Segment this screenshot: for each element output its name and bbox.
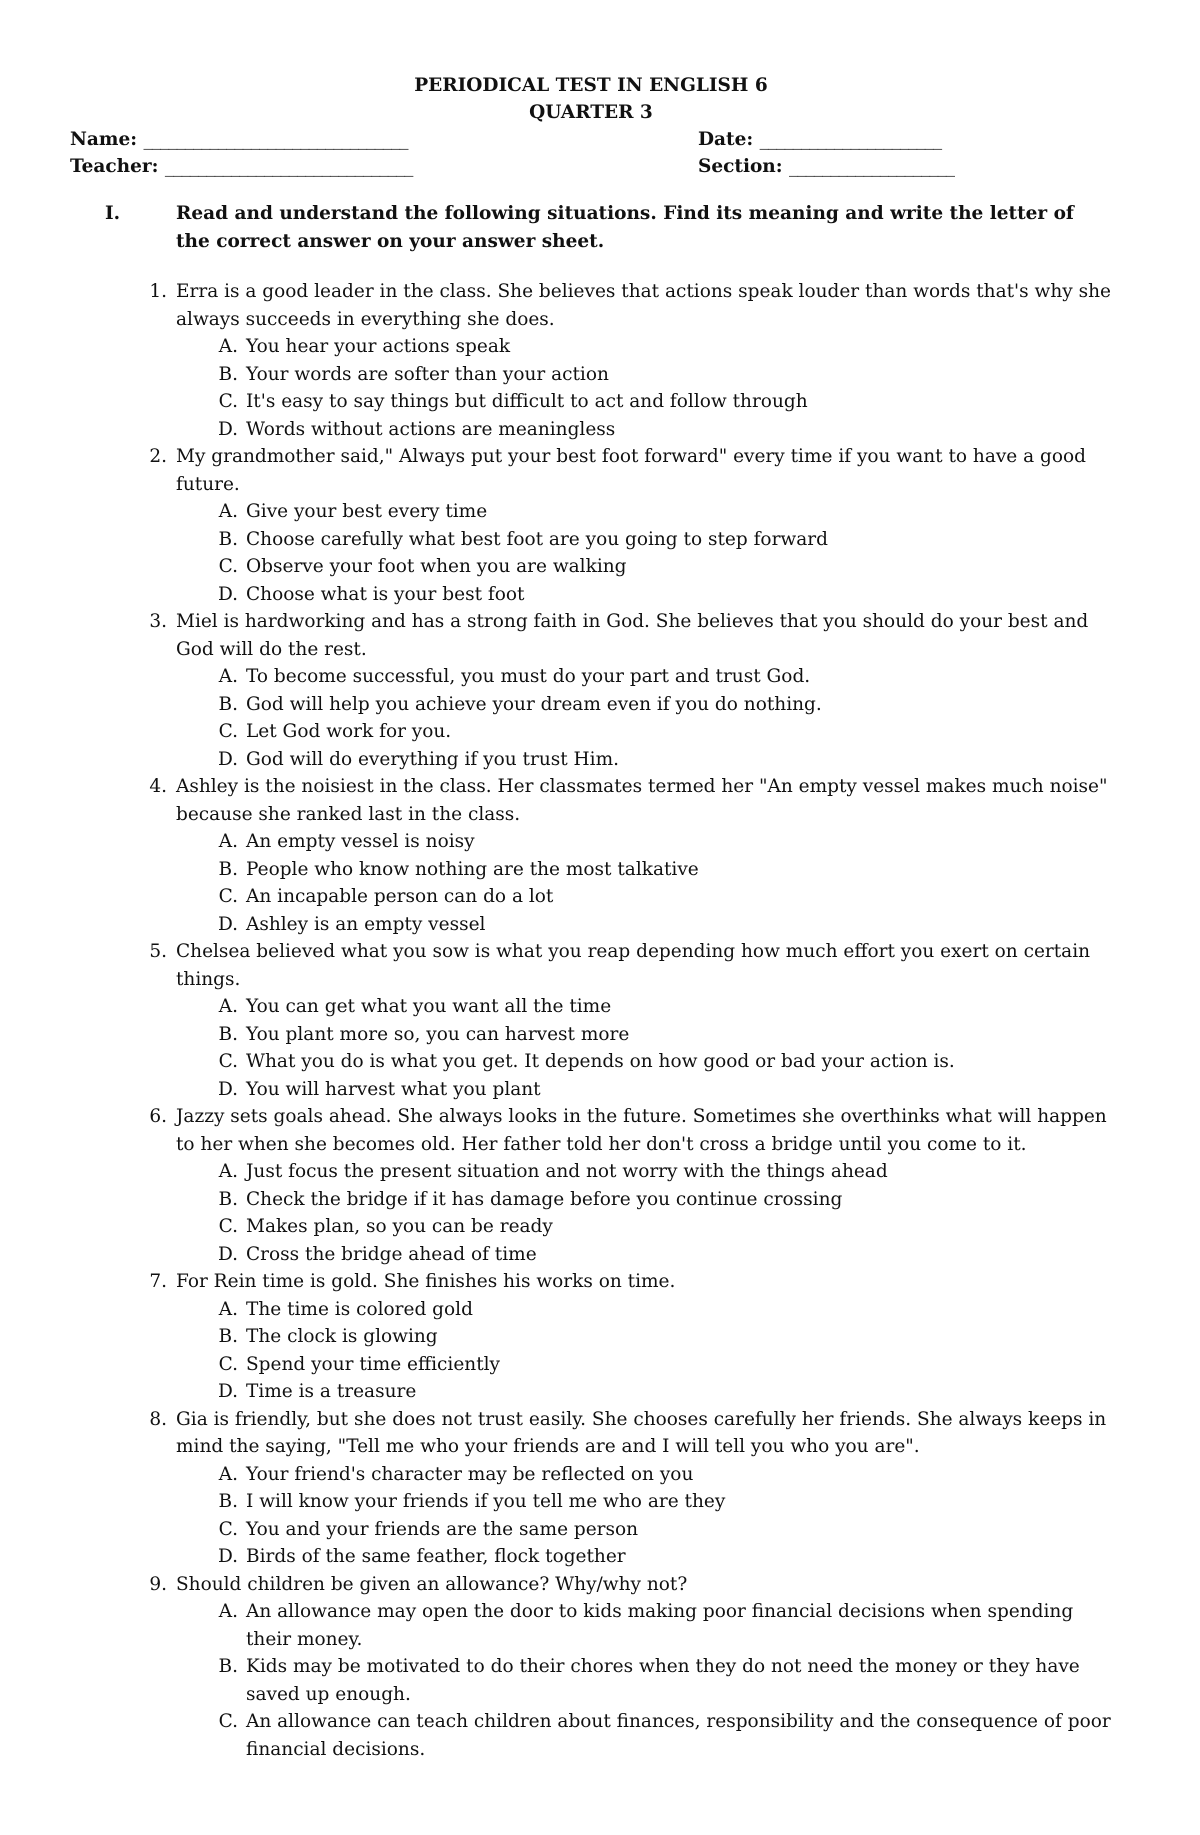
answer-option [176, 1186, 1112, 1214]
info-row-name-date [70, 126, 1112, 153]
quarter-label: QUARTER 3 [529, 102, 653, 123]
answer-option [176, 1296, 1112, 1324]
date-blank[interactable]: ______________________ [759, 129, 942, 150]
option-text: Choose what is your best foot [246, 583, 525, 605]
question-text: For Rein time is gold. She finishes his works on time. [176, 1271, 676, 1292]
question-number: 8. [149, 1408, 167, 1430]
question-number: 3. [149, 611, 167, 632]
answer-option [176, 361, 1112, 389]
option-letter: D. [217, 1243, 238, 1265]
answer-option [176, 553, 1112, 581]
option-letter: C. [218, 1051, 238, 1072]
option-text: Kids may be motivated to do their chores when they do not need the money or they have saved up enough. [246, 1656, 1080, 1705]
question-number: 1. [149, 281, 167, 302]
option-text: Spend your time efficiently [246, 1353, 501, 1375]
option-letter: B. [218, 858, 238, 880]
teacher-field[interactable] [70, 153, 698, 180]
option-text: Makes plan, so you can be ready [246, 1216, 553, 1237]
answer-options [176, 1158, 1112, 1268]
option-text: An incapable person can do a lot [246, 886, 554, 907]
option-letter: C. [218, 1518, 238, 1540]
question-stem [70, 1268, 1112, 1296]
option-letter: A. [218, 831, 238, 852]
option-text: Let God work for you. [246, 721, 452, 742]
answer-options [176, 663, 1112, 773]
question-list [70, 278, 1112, 1763]
option-text: An allowance can teach children about finances, responsibility and the consequence of poor financial decisions. [246, 1711, 1111, 1760]
question-item [70, 938, 1112, 1103]
option-letter: C. [218, 391, 238, 412]
question-number: 2. [149, 446, 167, 467]
answer-options [176, 828, 1112, 938]
option-letter: D. [217, 583, 238, 605]
teacher-label: Teacher: [70, 156, 159, 177]
answer-options [176, 498, 1112, 608]
option-text: I will know your friends if you tell me who are they [246, 1491, 726, 1512]
answer-option [176, 1598, 1112, 1653]
option-text: Observe your foot when you are walking [246, 556, 627, 577]
option-text: Your friend's character may be reflected on you [246, 1463, 694, 1485]
option-text: Just focus the present situation and not worry with the things ahead [246, 1161, 888, 1182]
option-text: God will help you achieve your dream even if you do nothing. [246, 693, 822, 715]
option-letter: A. [218, 336, 238, 357]
option-letter: C. [218, 556, 238, 577]
answer-option [176, 993, 1112, 1021]
answer-option [176, 1241, 1112, 1269]
question-stem [70, 1571, 1112, 1599]
answer-option [176, 718, 1112, 746]
option-text: You can get what you want all the time [246, 996, 612, 1017]
answer-option [176, 856, 1112, 884]
teacher-blank[interactable]: ______________________________ [164, 156, 413, 177]
option-letter: A. [218, 1601, 238, 1622]
question-item [70, 773, 1112, 938]
answer-option [176, 691, 1112, 719]
option-text: Birds of the same feather, flock together [246, 1546, 626, 1567]
answer-option [176, 663, 1112, 691]
answer-option [176, 498, 1112, 526]
answer-options [176, 993, 1112, 1103]
answer-option [176, 746, 1112, 774]
question-number: 9. [149, 1573, 167, 1595]
option-text: An empty vessel is noisy [246, 831, 475, 852]
answer-option [176, 1323, 1112, 1351]
question-stem [70, 773, 1112, 828]
answer-option [176, 1076, 1112, 1104]
option-letter: B. [218, 528, 238, 550]
question-number: 7. [149, 1271, 167, 1292]
question-number: 4. [149, 776, 167, 797]
option-letter: A. [218, 1298, 238, 1320]
answer-option [176, 911, 1112, 939]
option-text: Time is a treasure [246, 1381, 417, 1402]
info-row-teacher-section [70, 153, 1112, 180]
option-letter: D. [217, 913, 238, 935]
option-letter: A. [218, 996, 238, 1017]
option-letter: B. [218, 693, 238, 715]
question-text: My grandmother said," Always put your best foot forward" every time if you want to have a good future. [176, 446, 1086, 495]
option-text: You plant more so, you can harvest more [246, 1023, 630, 1045]
answer-option [176, 581, 1112, 609]
question-text: Erra is a good leader in the class. She believes that actions speak louder than words that's why she always succeeds in everything she does. [176, 281, 1111, 330]
option-letter: A. [218, 1161, 238, 1182]
section-blank[interactable]: ____________________ [789, 156, 955, 177]
option-text: The clock is glowing [246, 1326, 438, 1347]
option-text: An allowance may open the door to kids making poor financial decisions when spending their money. [246, 1601, 1074, 1650]
option-letter: B. [218, 1326, 238, 1347]
option-letter: A. [218, 666, 238, 687]
question-number: 6. [149, 1106, 167, 1127]
question-item [70, 1268, 1112, 1406]
section-number: I. [105, 203, 121, 224]
option-text: God will do everything if you trust Him. [246, 748, 620, 770]
answer-option [176, 1378, 1112, 1406]
question-item [70, 1571, 1112, 1764]
option-letter: D. [217, 1546, 238, 1567]
date-label: Date: [698, 129, 754, 150]
option-letter: D. [217, 1381, 238, 1402]
name-blank[interactable]: ________________________________ [143, 129, 408, 150]
question-stem [70, 1406, 1112, 1461]
option-letter: B. [218, 1023, 238, 1045]
option-text: You hear your actions speak [246, 336, 511, 357]
answer-option [176, 1543, 1112, 1571]
answer-option [176, 416, 1112, 444]
option-letter: A. [218, 501, 238, 522]
option-text: You and your friends are the same person [246, 1518, 639, 1540]
option-letter: A. [218, 1463, 238, 1485]
section-instructions-text: Read and understand the following situations. Find its meaning and write the letter of the correct answer on your answer sheet. [176, 203, 1074, 252]
option-letter: B. [218, 363, 238, 385]
option-text: The time is colored gold [246, 1298, 473, 1320]
option-letter: C. [218, 886, 238, 907]
answer-option [176, 388, 1112, 416]
option-text: Your words are softer than your action [246, 363, 609, 385]
option-letter: C. [218, 1353, 238, 1375]
option-text: Check the bridge if it has damage before you continue crossing [246, 1188, 843, 1210]
option-text: Ashley is an empty vessel [246, 913, 486, 935]
answer-option [176, 1213, 1112, 1241]
question-item [70, 1103, 1112, 1268]
test-section-instructions [70, 200, 1112, 256]
question-stem [70, 443, 1112, 498]
question-number: 5. [149, 941, 167, 962]
question-text: Chelsea believed what you sow is what you reap depending how much effort you exert on certain things. [176, 941, 1091, 990]
name-field[interactable] [70, 126, 698, 153]
option-letter: C. [218, 1216, 238, 1237]
option-letter: B. [218, 1656, 238, 1677]
option-letter: C. [218, 721, 238, 742]
option-text: Choose carefully what best foot are you going to step forward [246, 528, 828, 550]
date-field[interactable] [698, 126, 941, 153]
option-letter: C. [218, 1711, 238, 1732]
option-letter: D. [217, 748, 238, 770]
question-item [70, 608, 1112, 773]
answer-option [176, 1461, 1112, 1489]
answer-option [176, 1488, 1112, 1516]
answer-options [176, 1598, 1112, 1763]
answer-option [176, 1158, 1112, 1186]
question-text: Jazzy sets goals ahead. She always looks in the future. Sometimes she overthinks what will happen to her when she becomes old. Her father told her don't cross a bridge until you come to it. [176, 1106, 1107, 1155]
answer-option [176, 1048, 1112, 1076]
answer-option [176, 526, 1112, 554]
option-text: It's easy to say things but difficult to act and follow through [246, 391, 808, 412]
question-stem [70, 1103, 1112, 1158]
name-label: Name: [70, 129, 138, 150]
option-letter: B. [218, 1491, 238, 1512]
option-text: To become successful, you must do your part and trust God. [246, 666, 811, 687]
section-field[interactable] [698, 153, 954, 180]
answer-option [176, 333, 1112, 361]
answer-option [176, 1708, 1112, 1763]
option-text: Cross the bridge ahead of time [246, 1243, 537, 1265]
answer-options [176, 1296, 1112, 1406]
answer-option [176, 1351, 1112, 1379]
answer-option [176, 883, 1112, 911]
answer-options [176, 1461, 1112, 1571]
option-letter: B. [218, 1188, 238, 1210]
answer-option [176, 828, 1112, 856]
answer-option [176, 1021, 1112, 1049]
test-title: PERIODICAL TEST IN ENGLISH 6 [414, 75, 768, 96]
question-item [70, 1406, 1112, 1571]
question-item [70, 443, 1112, 608]
option-text: You will harvest what you plant [246, 1078, 541, 1100]
section-label: Section: [698, 156, 783, 177]
question-stem [70, 938, 1112, 993]
question-item [70, 278, 1112, 443]
question-text: Miel is hardworking and has a strong faith in God. She believes that you should do your best and God will do the rest. [176, 611, 1089, 660]
question-text: Gia is friendly, but she does not trust easily. She chooses carefully her friends. She always keeps in mind the saying, "Tell me who your friends are and I will tell you who you are". [176, 1408, 1107, 1457]
option-text: Words without actions are meaningless [246, 418, 616, 440]
option-text: People who know nothing are the most talkative [246, 858, 699, 880]
answer-option [176, 1516, 1112, 1544]
option-letter: D. [217, 418, 238, 440]
question-stem [70, 278, 1112, 333]
question-text: Ashley is the noisiest in the class. Her classmates termed her "An empty vessel makes much noise" because she ranked last in the class. [176, 776, 1108, 825]
question-text: Should children be given an allowance? Why/why not? [176, 1573, 688, 1595]
option-text: What you do is what you get. It depends on how good or bad your action is. [246, 1051, 955, 1072]
answer-option [176, 1653, 1112, 1708]
option-letter: D. [217, 1078, 238, 1100]
question-stem [70, 608, 1112, 663]
option-text: Give your best every time [246, 501, 488, 522]
answer-options [176, 333, 1112, 443]
